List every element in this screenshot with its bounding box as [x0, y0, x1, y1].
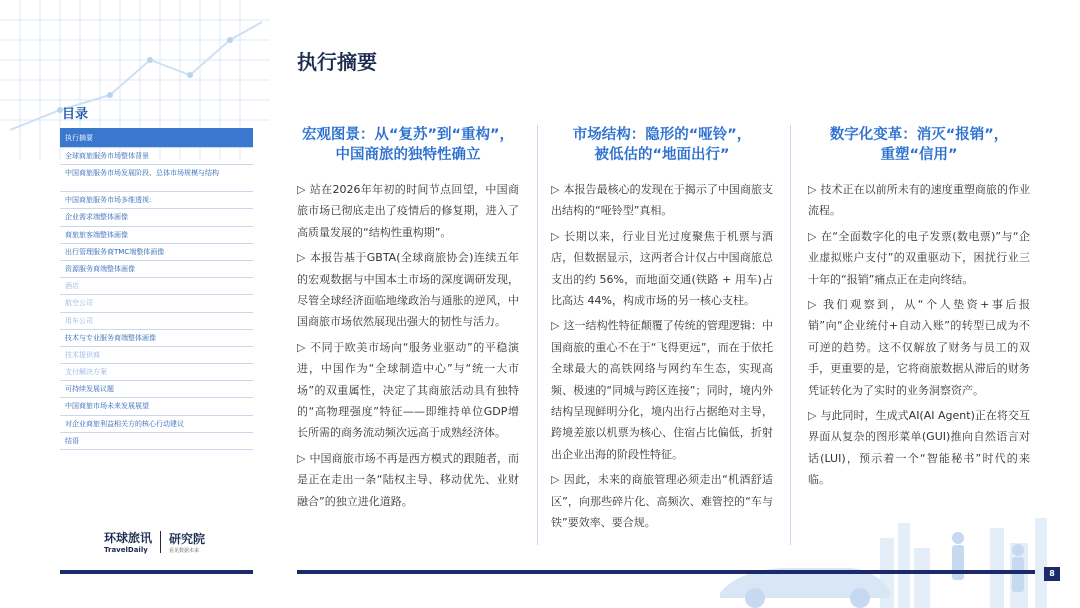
heading-line: 被低估的“地面出行”: [594, 147, 730, 163]
paragraph-text: 与此同时，生成式AI(AI Agent)正在将交互界面从复杂的图形菜单(GUI)推向自然语言对话(LUI)，预示着一个“智能秘书”时代的来临。: [808, 409, 1030, 487]
toc-item[interactable]: 中国商旅市场未来发展展望: [60, 398, 253, 415]
summary-paragraph: [551, 226, 773, 312]
paragraph-text: 站在2026年年初的时间节点回望，中国商旅市场已彻底走出了疫情后的修复期，进入了高质量发展的“结构性重构期”。: [297, 183, 519, 239]
toc-item[interactable]: 企业需求端整体画像: [60, 209, 253, 226]
toc-item[interactable]: 执行摘要: [60, 128, 253, 148]
heading-line: 宏观图景：从“复苏”到“重构”，: [301, 127, 515, 143]
toc-item[interactable]: 用车公司: [60, 313, 253, 330]
triangle-bullet-icon: ▷: [297, 183, 306, 196]
table-of-contents: [60, 128, 253, 450]
footer-bar: [297, 570, 1035, 574]
toc-item[interactable]: 出行管理服务商TMC端整体画像: [60, 244, 253, 261]
column-body: [808, 179, 1030, 491]
toc-title: 目录: [62, 107, 89, 122]
column-divider: [790, 125, 791, 545]
column-market-structure: [551, 125, 773, 538]
toc-item[interactable]: 资源服务商端整体画像: [60, 261, 253, 278]
triangle-bullet-icon: ▷: [808, 298, 819, 312]
triangle-bullet-icon: ▷: [808, 183, 817, 196]
triangle-bullet-icon: ▷: [551, 229, 561, 243]
toc-item[interactable]: 对企业商旅利益相关方的核心行动建议: [60, 416, 253, 433]
toc-item[interactable]: 中国商旅服务市场发展阶段、总体市场规模与结构: [60, 165, 253, 192]
triangle-bullet-icon: ▷: [808, 409, 817, 423]
column-heading: [808, 125, 1030, 169]
heading-line: 市场结构：隐形的“哑铃”，: [572, 127, 752, 143]
column-digital: [808, 125, 1030, 495]
triangle-bullet-icon: ▷: [551, 319, 560, 333]
toc-item[interactable]: 支付解决方案: [60, 364, 253, 381]
summary-paragraph: [808, 226, 1030, 290]
logo: [104, 529, 205, 554]
summary-paragraph: [297, 337, 519, 444]
paragraph-text: 技术正在以前所未有的速度重塑商旅的作业流程。: [808, 183, 1031, 218]
triangle-bullet-icon: ▷: [297, 451, 306, 465]
summary-paragraph: [551, 179, 773, 222]
toc-item[interactable]: 技术提供商: [60, 347, 253, 364]
brand-logo-text: 环球旅讯: [104, 531, 153, 545]
column-body: [551, 179, 773, 534]
brand-logo-en: TravelDaily: [104, 546, 148, 554]
paragraph-text: 中国商旅市场不再是西方模式的跟随者，而是正在走出一条“陆权主导、移动优先、业财融合”的独立进化道路。: [297, 451, 520, 508]
institute-name: 研究院: [169, 531, 206, 546]
column-divider: [537, 125, 538, 545]
toc-item[interactable]: 结语: [60, 433, 253, 450]
summary-paragraph: [808, 405, 1030, 491]
page-title: 执行摘要: [297, 50, 377, 74]
summary-paragraph: [808, 179, 1030, 222]
summary-paragraph: [551, 469, 773, 533]
paragraph-text: 因此，未来的商旅管理必须走出“机酒舒适区”，向那些碎片化、高频次、难管控的“车与铁”要效率、要合规。: [551, 473, 773, 530]
toc-item[interactable]: 航空公司: [60, 295, 253, 312]
column-macro: [297, 125, 519, 516]
summary-paragraph: [808, 294, 1030, 401]
page-number: 8: [1044, 567, 1060, 581]
paragraph-text: 长期以来，行业目光过度聚焦于机票与酒店，但数据显示，这两者合计仅占中国商旅总支出的约 56%，而地面交通(铁路 + 用车)占比高达 44%，构成市场的另一核心支柱。: [551, 229, 773, 308]
paragraph-text: 我们观察到，从“个人垫资+事后报销”向“企业统付+自动入账”的转型已成为不可逆的趋势。这不仅解放了财务与员工的双手，更重要的是，它将商旅数据从滞后的财务凭证转化为了实时的业务洞察资产。: [808, 298, 1030, 397]
summary-paragraph: [297, 179, 519, 243]
footer-bar-left: [60, 570, 253, 574]
paragraph-text: 本报告基于GBTA(全球商旅协会)连续五年的宏观数据与中国本土市场的深度调研发现，尽管全球经济面临地缘政治与通胀的逆风，中国商旅市场依然展现出强大的韧性与活力。: [297, 251, 519, 329]
toc-item[interactable]: 全球商旅服务市场整体背景: [60, 148, 253, 165]
toc-item[interactable]: 酒店: [60, 278, 253, 295]
paragraph-text: 这一结构性特征颠覆了传统的管理逻辑：中国商旅的重心不在于“飞得更远”，而在于依托全球最大的高铁网络与网约车生态，实现高频、极速的“同城与跨区连接”；同时，境内外结构呈现鲜明分化，境内出行占据绝对主导，跨境差旅以机票为核心、住宿占比偏低，折射出企业出海的阶段性特征。: [551, 319, 774, 461]
toc-item[interactable]: 可持续发展议题: [60, 381, 253, 398]
summary-paragraph: [551, 315, 773, 465]
summary-paragraph: [297, 247, 519, 333]
institute-tagline: 看见数据未来: [169, 547, 200, 554]
heading-line: 数字化变革：消灭“报销”，: [829, 127, 1009, 143]
logo-divider: [160, 531, 161, 553]
toc-item[interactable]: 中国商旅服务市场多维透视:: [60, 192, 253, 209]
heading-line: 重塑“信用”: [880, 147, 958, 163]
summary-paragraph: [297, 448, 519, 512]
triangle-bullet-icon: ▷: [551, 473, 560, 487]
triangle-bullet-icon: ▷: [297, 251, 306, 265]
toc-item[interactable]: 技术与专业服务商端整体画像: [60, 330, 253, 347]
heading-line: 中国商旅的独特性确立: [335, 147, 481, 163]
paragraph-text: 不同于欧美市场向“服务业驱动”的平稳演进，中国作为“全球制造中心”与“统一大市场”的双重属性，决定了其商旅活动具有独特的“高物理强度”特征——即维持单位GDP增长所需的商务流动频次远高于成熟经济体。: [297, 340, 519, 440]
triangle-bullet-icon: ▷: [297, 340, 307, 354]
toc-item[interactable]: 商旅旅客端整体画像: [60, 227, 253, 244]
column-heading: [297, 125, 519, 169]
column-body: [297, 179, 519, 512]
triangle-bullet-icon: ▷: [808, 229, 817, 243]
paragraph-text: 本报告最核心的发现在于揭示了中国商旅支出结构的“哑铃型”真相。: [551, 183, 774, 218]
column-heading: [551, 125, 773, 169]
triangle-bullet-icon: ▷: [551, 183, 560, 196]
paragraph-text: 在“全面数字化的电子发票(数电票)”与“企业虚拟账户支付”的双重驱动下，困扰行业三十年的“报销”痛点正在走向终结。: [808, 229, 1030, 286]
